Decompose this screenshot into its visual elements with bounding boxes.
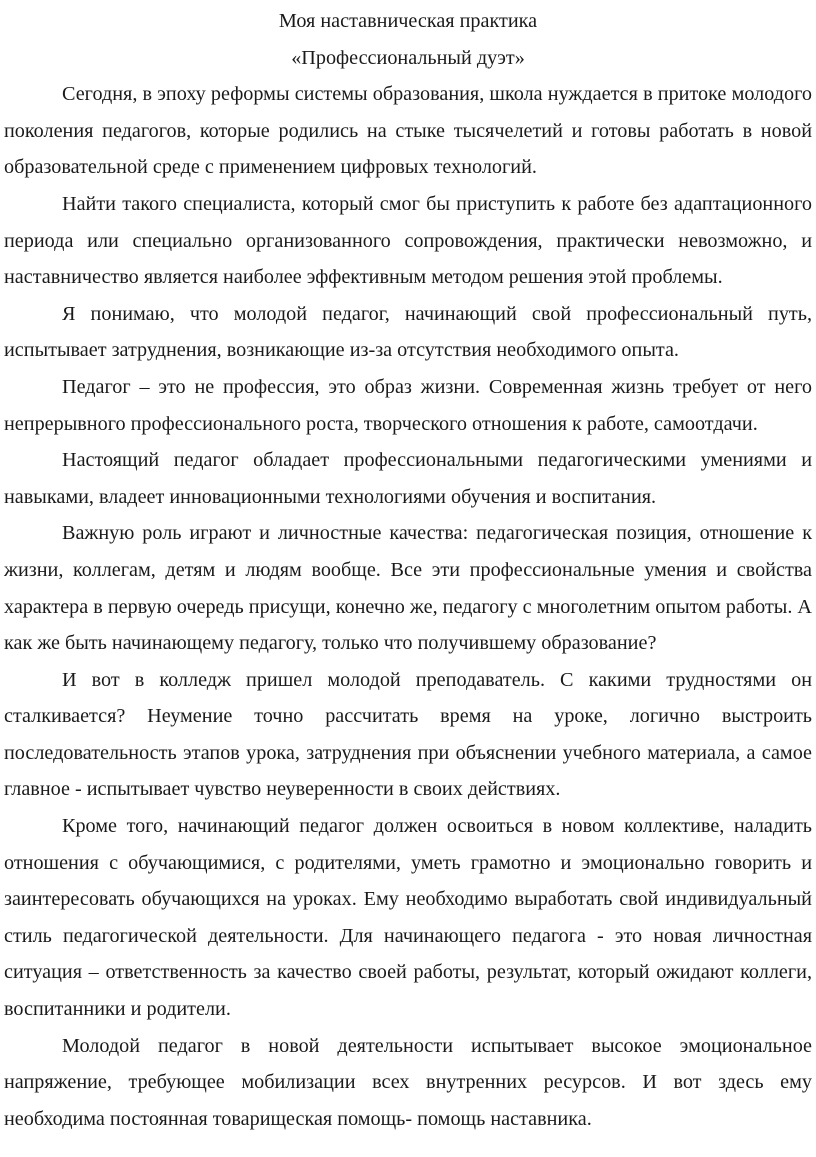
document-subtitle: «Профессиональный дуэт» (291, 46, 525, 69)
paragraph: Педагог – это не профессия, это образ жизни. Современная жизнь требует от него непрерывного профессионального роста, творческого отношения к работе, самоотдачи. (4, 375, 812, 435)
document-title: Моя наставническая практика (278, 10, 538, 32)
paragraph: И вот в колледж пришел молодой преподаватель. С какими трудностями он сталкивается? Неумение точно рассчитать время на уроке, логично выстроить последовательность этапов урока, затруднения при объяснении учебного материала, а самое главное - испытывает чувство неуверенности в своих действиях. (4, 668, 812, 801)
paragraph: Настоящий педагог обладает профессиональными педагогическими умениями и навыками, владеет инновационными технологиями обучения и воспитания. (4, 449, 812, 508)
paragraph: Важную роль играют и личностные качества: педагогическая позиция, отношение к жизни, коллегам, детям и людям вообще. Все эти профессиональные умения и свойства характера в первую очередь присущи, конечно же, педагогу с многолетним опытом работы. А как же быть начинающему педагогу, только что получившему образование? (4, 522, 813, 655)
paragraph: Найти такого специалиста, который смог бы приступить к работе без адаптационного периода или специально организованного сопровождения, практически невозможно, и наставничество является наиболее эффективным методом решения этой проблемы. (4, 192, 812, 289)
paragraph: Сегодня, в эпоху реформы системы образования, школа нуждается в притоке молодого поколения педагогов, которые родились на стыке тысячелетий и готовы работать в новой образовательной среде с применением цифровых технологий. (4, 83, 812, 179)
paragraph: Кроме того, начинающий педагог должен освоиться в новом коллективе, наладить отношения с обучающимися, с родителями, уметь грамотно и эмоционально говорить и заинтересовать обучающихся на уроках. Ему необходимо выработать свой индивидуальный стиль педагогической деятельности. Для начинающего педагога - это новая личностная ситуация – ответственность за качество своей работы, результат, который ожидают коллеги, воспитанники и родители. (4, 815, 812, 1021)
paragraph: Молодой педагог в новой деятельности испытывает высокое эмоциональное напряжение, требующее мобилизации всех внутренних ресурсов. И вот здесь ему необходима постоянная товарищеская помощь- помощь наставника. (4, 1034, 812, 1130)
paragraph: Я понимаю, что молодой педагог, начинающий свой профессиональный путь, испытывает затруднения, возникающие из-за отсутствия необходимого опыта. (4, 302, 812, 362)
